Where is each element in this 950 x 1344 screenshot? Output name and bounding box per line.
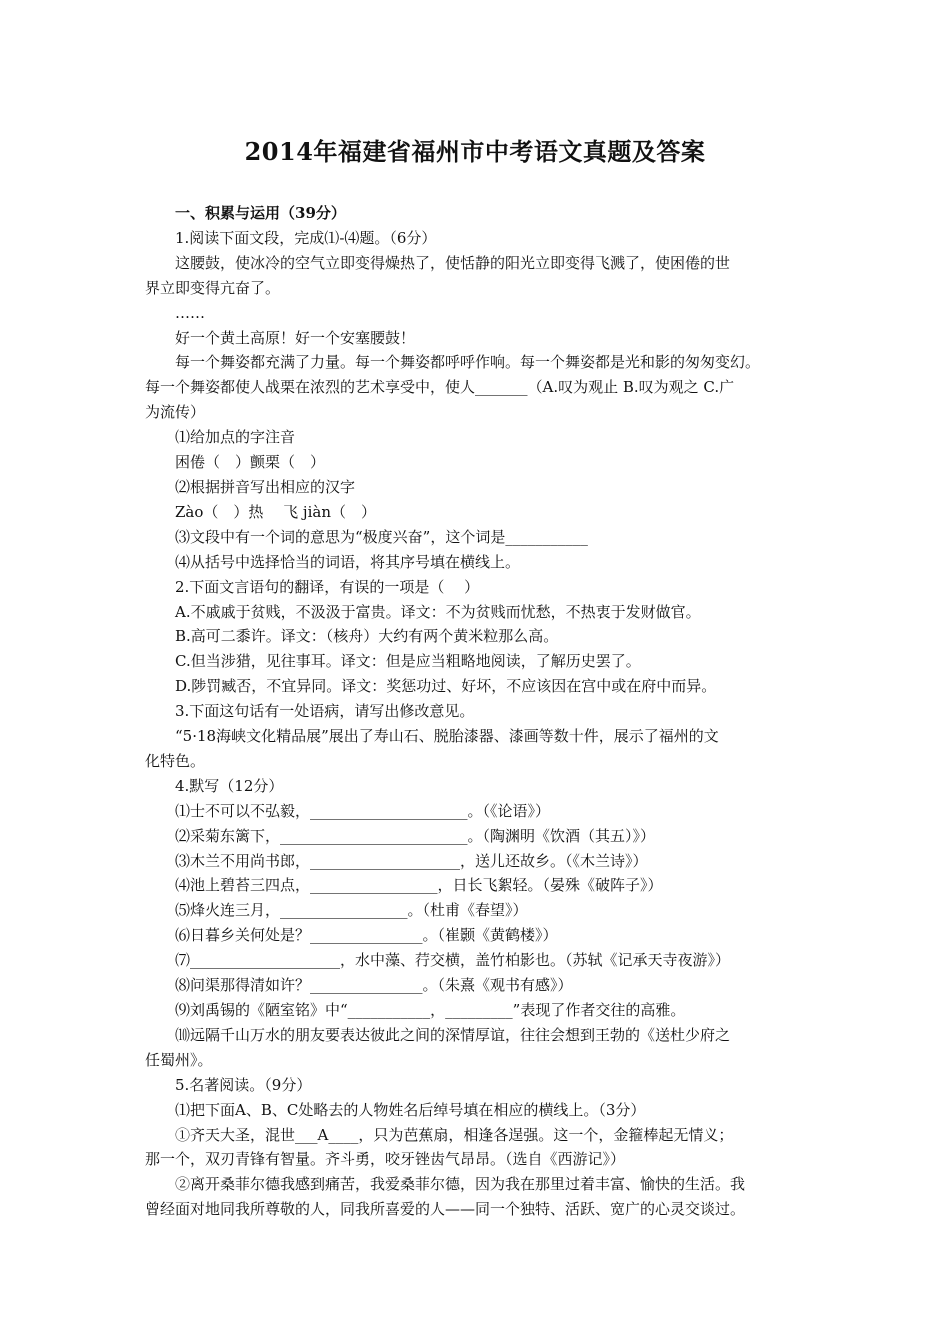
text-line: 困倦（ ）颤栗（ ）: [175, 453, 326, 472]
text-line: C.但当涉猎，见往事耳。译文：但是应当粗略地阅读，了解历史罢了。: [175, 652, 641, 671]
text-line: 化特色。: [145, 751, 206, 770]
text-line: 好一个黄土高原！好一个安塞腰鼓！: [175, 328, 416, 347]
text-line: 曾经面对地同我所尊敬的人，同我所喜爱的人——同一个独特、活跃、宽广的心灵交谈过。: [145, 1200, 746, 1219]
text-line: ⑶文段中有一个词的意思为“极度兴奋”，这个词是___________: [175, 527, 588, 546]
text-line: 每一个舞姿都充满了力量。每一个舞姿都呼呼作响。每一个舞姿都是光和影的匆匆变幻。: [175, 353, 761, 372]
text-line: ……: [175, 303, 205, 322]
text-line: ⑷池上碧苔三四点，_________________，日长飞絮轻。（晏殊《破阵子》）: [175, 876, 663, 895]
text-line: ⑹日暮乡关何处是？_______________。（崔颢《黄鹤楼》）: [175, 926, 558, 945]
text-line: 这腰鼓，使冰冷的空气立即变得燥热了，使恬静的阳光立即变得飞溅了，使困倦的世: [175, 253, 731, 272]
text-line: Zào（ ）热 飞 jiàn（ ）: [175, 502, 376, 521]
text-line: ⑶木兰不用尚书郎，____________________，送儿还故乡。（《木兰诗》）: [175, 851, 648, 870]
text-line: ①齐天大圣，混世___A____，只为芭蕉扇，相逢各逞强。这一个，金箍棒起无情义；: [175, 1125, 734, 1144]
text-line: 一、积累与运用（39分）: [175, 204, 346, 222]
text-line: 4.默写（12分）: [175, 776, 284, 795]
text-line: ⑽远隔千山万水的朋友要表达彼此之间的深情厚谊，往往会想到王勃的《送杜少府之: [175, 1025, 731, 1044]
text-line: ⑴给加点的字注音: [175, 428, 296, 447]
text-line: 每一个舞姿都使人战栗在浓烈的艺术享受中，使人_______（A.叹为观止 B.叹为观之 C.广: [145, 378, 735, 397]
text-line: D.陟罚臧否，不宜异同。译文：奖惩功过、好坏，不应该因在宫中或在府中而异。: [175, 677, 717, 696]
text-line: ⑺____________________，水中藻、荇交横，盖竹柏影也。（苏轼《记承天寺夜游》）: [175, 951, 731, 970]
text-line: ⑼刘禹锡的《陋室铭》中“___________，_________”表现了作者交往的高雅。: [175, 1001, 686, 1019]
text-line: 任蜀州》。: [145, 1050, 213, 1069]
text-line: 1.阅读下面文段，完成⑴-⑷题。（6分）: [175, 228, 437, 247]
text-line: 2.下面文言语句的翻译，有误的一项是（ ）: [175, 577, 480, 596]
text-line: 界立即变得亢奋了。: [145, 278, 281, 297]
text-line: 那一个，双刃青锋有智量。齐斗勇，咬牙锉齿气昂昂。（选自《西游记》）: [145, 1150, 626, 1169]
document-title: 2014年福建省福州市中考语文真题及答案: [244, 137, 706, 166]
text-line: “5·18海峡文化精品展”展出了寿山石、脱胎漆器、漆画等数十件，展示了福州的文: [175, 727, 719, 746]
text-line: ②离开桑菲尔德我感到痛苦，我爱桑菲尔德，因为我在那里过着丰富、愉快的生活。我: [175, 1175, 746, 1194]
text-line: ⑴把下面A、B、C处略去的人物姓名后绰号填在相应的横线上。（3分）: [175, 1100, 646, 1119]
text-line: B.高可二黍许。译文：（核舟）大约有两个黄米粒那么高。: [175, 627, 559, 646]
text-line: A.不戚戚于贫贱，不汲汲于富贵。译文：不为贫贱而忧愁，不热衷于发财做官。: [175, 602, 701, 621]
text-line: 3.下面这句话有一处语病，请写出修改意见。: [175, 702, 475, 721]
text-line: ⑵采菊东篱下，_________________________。（陶渊明《饮酒（其五）》）: [175, 826, 656, 845]
text-line: ⑸烽火连三月，_________________。（杜甫《春望》）: [175, 901, 528, 920]
text-line: 为流传）: [145, 403, 206, 422]
text-line: ⑷从括号中选择恰当的词语，将其序号填在横线上。: [175, 552, 521, 571]
text-line: 5.名著阅读。（9分）: [175, 1075, 312, 1094]
document-body: [145, 201, 815, 1222]
text-line: ⑴士不可以不弘毅，_____________________。（《论语》）: [175, 801, 551, 820]
text-line: ⑻问渠那得清如许？_______________。（朱熹《观书有感》）: [175, 976, 573, 995]
text-line: ⑵根据拼音写出相应的汉字: [175, 477, 356, 496]
